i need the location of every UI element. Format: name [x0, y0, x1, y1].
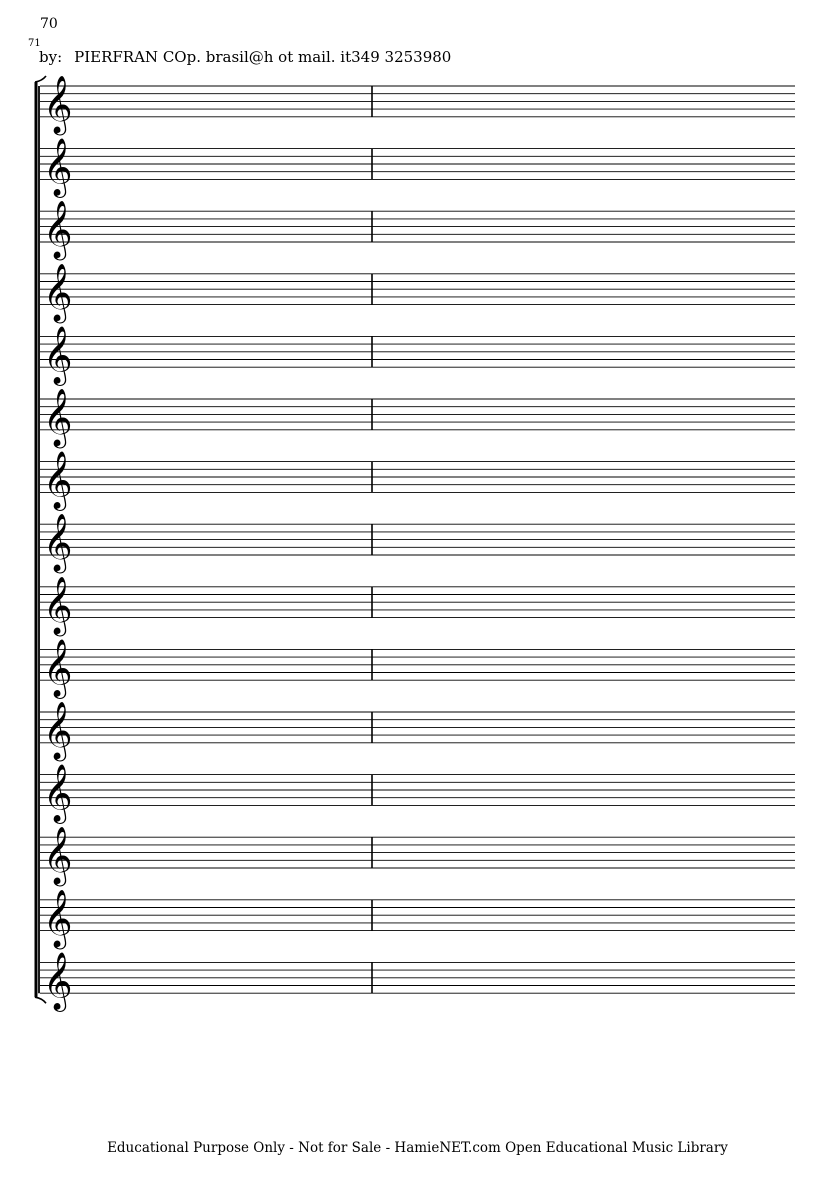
credit-prefix: by: [39, 48, 63, 66]
staff [40, 701, 795, 762]
treble-clef-icon: 𝄞 [43, 951, 73, 1010]
treble-clef-icon: 𝄞 [43, 513, 73, 572]
treble-clef-icon: 𝄞 [43, 763, 73, 822]
staff [40, 513, 795, 574]
staff [40, 764, 795, 825]
treble-clef-icon: 𝄞 [43, 262, 73, 321]
staff [40, 638, 795, 699]
treble-clef-icon: 𝄞 [43, 826, 73, 885]
treble-clef-icon: 𝄞 [43, 888, 73, 947]
staff [40, 263, 795, 324]
treble-clef-icon: 𝄞 [43, 325, 73, 384]
measure-number: 71 [28, 38, 41, 49]
treble-clef-icon: 𝄞 [43, 75, 73, 133]
staff [40, 75, 795, 136]
treble-clef-icon: 𝄞 [43, 575, 73, 634]
page-number: 70 [40, 16, 58, 32]
treble-clef-icon: 𝄞 [43, 701, 73, 759]
treble-clef-icon: 𝄞 [43, 200, 73, 259]
staff [40, 325, 795, 386]
staff [40, 451, 795, 512]
staff [40, 576, 795, 637]
footer-notice: Educational Purpose Only - Not for Sale - HamieNET.com Open Educational Music Library [107, 1140, 728, 1156]
staff [40, 200, 795, 261]
treble-clef-icon: 𝄞 [43, 137, 73, 196]
treble-clef-icon: 𝄞 [43, 450, 73, 509]
treble-clef-icon: 𝄞 [43, 388, 73, 446]
treble-clef-icon: 𝄞 [43, 638, 73, 697]
staff [40, 951, 795, 1012]
staff [40, 889, 795, 950]
staff [40, 138, 795, 199]
staff [40, 388, 795, 449]
staff [40, 826, 795, 887]
credit-text: PIERFRAN COp. brasil@h ot mail. it349 3253980 [74, 48, 452, 66]
